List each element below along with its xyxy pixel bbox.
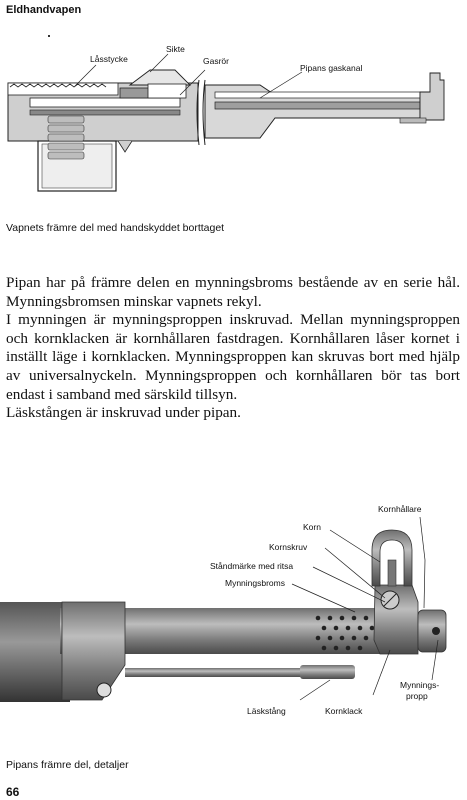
label-laskstang: Läskstång [247, 706, 286, 716]
paragraph: I mynningen är mynningsproppen inskruvad. Mellan mynningsproppen och kornklacken är kornhållaren fastdragen. Kornhållaren låser kornet i inställt läge i kornklacken. Mynningsproppen kan skruvas bort med hjälp av universalnyckeln. Mynningsproppen och kornhållaren bör tas bort endast i samband med särskild tillsyn. [6, 311, 460, 403]
muzzle-photo [0, 530, 446, 702]
figure-weapon-cross-section [0, 40, 467, 205]
label-standmarke: Ståndmärke med ritsa [210, 561, 294, 571]
label-mynningspropp-1: Mynnings- [400, 680, 440, 690]
label-kornhallare: Kornhållare [378, 504, 422, 514]
receiver-drawing [8, 70, 198, 191]
label-sikte: Sikte [166, 44, 185, 54]
label-kornskruv: Kornskruv [269, 542, 308, 552]
running-header: Eldhandvapen [6, 4, 82, 16]
paragraph: Pipan har på främre delen en mynningsbroms bestående av en serie hål. Mynningsbromsen minskar vapnets rekyl. [6, 274, 460, 310]
figure-muzzle-details [0, 490, 467, 740]
barrel-drawing [205, 73, 444, 138]
label-gaskanal: Pipans gaskanal [300, 63, 363, 73]
body-text [6, 274, 460, 423]
label-kornklack: Kornklack [325, 706, 363, 716]
paragraph: Läskstången är inskruvad under pipan. [6, 404, 241, 422]
label-gasror: Gasrör [203, 56, 229, 66]
speck [48, 35, 50, 37]
figure1-caption: Vapnets främre del med handskyddet borttaget [6, 222, 225, 234]
label-mynningspropp-2: propp [406, 691, 428, 701]
figure2-caption: Pipans främre del, detaljer [6, 759, 129, 771]
label-lasstycke: Låsstycke [90, 54, 128, 64]
label-mynningsbroms: Mynningsbroms [225, 578, 285, 588]
label-korn: Korn [303, 522, 321, 532]
page-number: 66 [6, 785, 20, 799]
